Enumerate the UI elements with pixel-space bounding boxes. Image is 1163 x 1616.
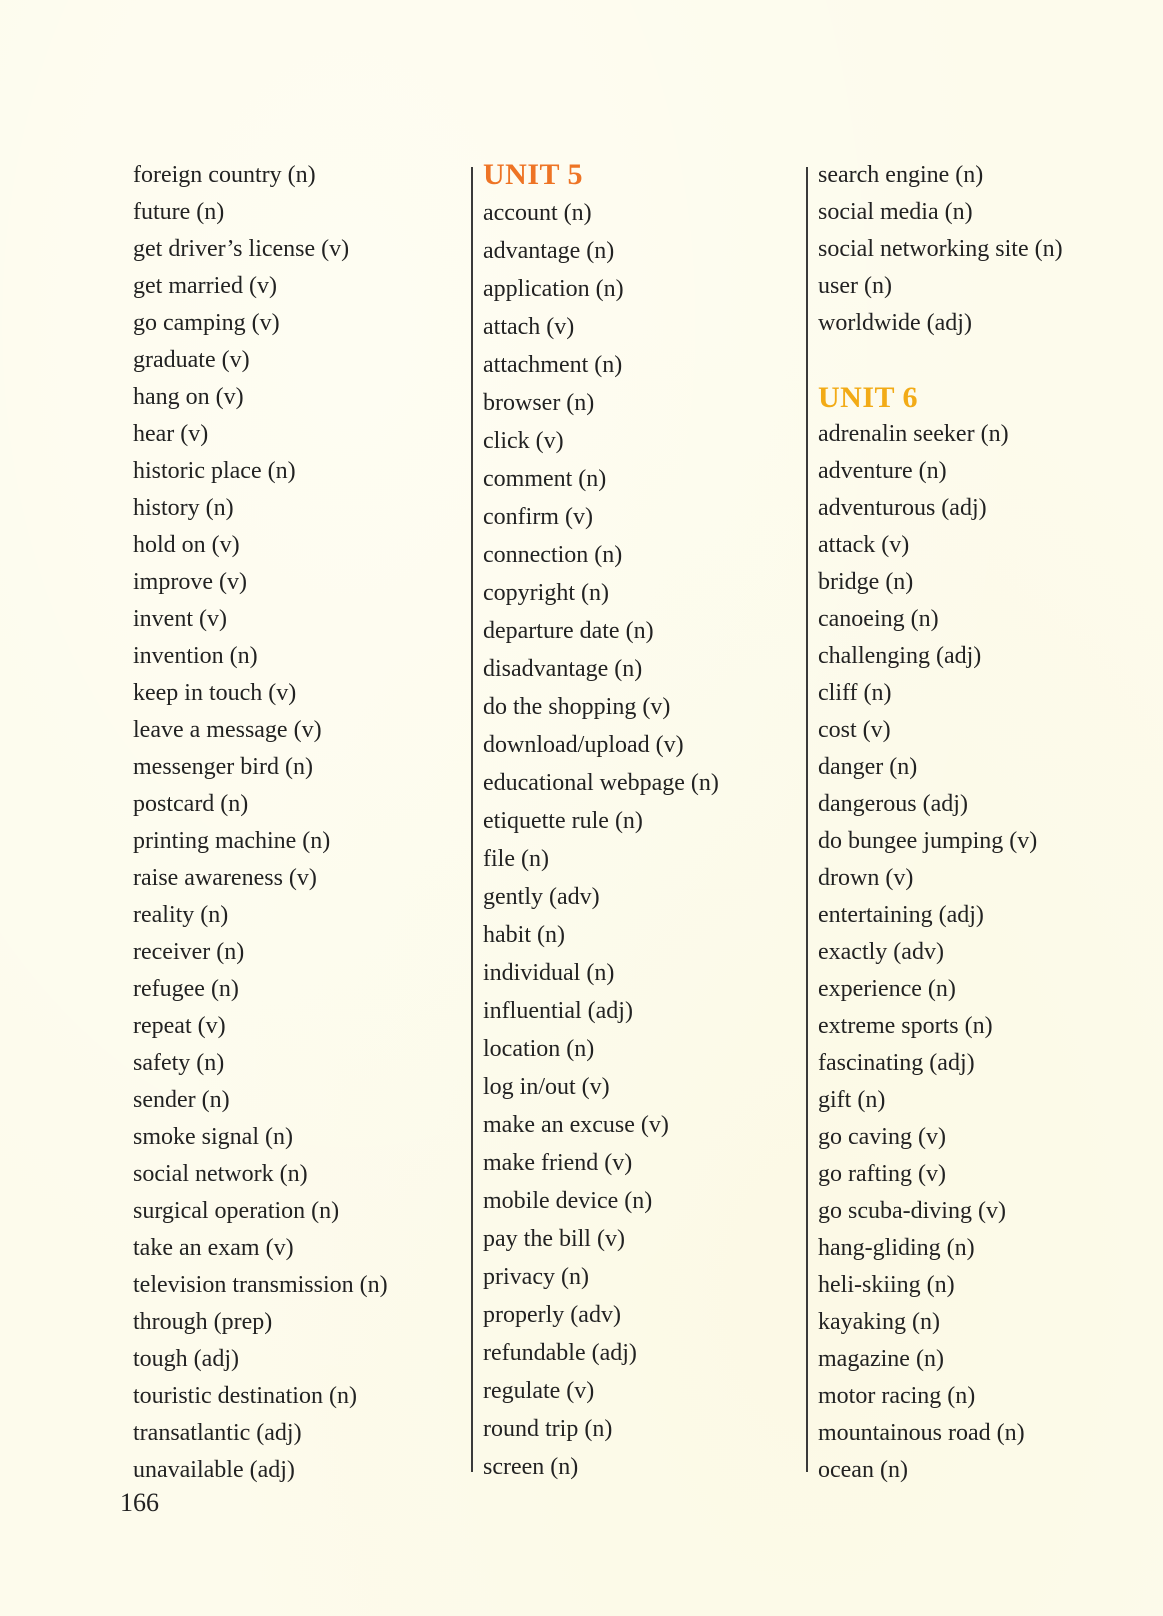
unit-header: UNIT 5 (483, 158, 583, 191)
word-entry: departure date (n) (483, 618, 654, 644)
word-entry: take an exam (v) (133, 1235, 294, 1261)
word-entry: invent (v) (133, 606, 227, 632)
word-entry: television transmission (n) (133, 1272, 388, 1298)
word-entry: go camping (v) (133, 310, 280, 336)
unit-header: UNIT 6 (818, 381, 918, 414)
word-entry: improve (v) (133, 569, 247, 595)
word-entry: historic place (n) (133, 458, 296, 484)
word-entry: refugee (n) (133, 976, 239, 1002)
word-entry: log in/out (v) (483, 1074, 610, 1100)
word-entry: confirm (v) (483, 504, 593, 530)
word-entry: cliff (n) (818, 680, 892, 706)
page-number: 166 (120, 1488, 159, 1517)
word-entry: refundable (adj) (483, 1340, 637, 1366)
word-entry: magazine (n) (818, 1346, 944, 1372)
word-entry: invention (n) (133, 643, 258, 669)
word-entry: hang on (v) (133, 384, 244, 410)
word-entry: round trip (n) (483, 1416, 613, 1442)
word-entry: get driver’s license (v) (133, 236, 350, 262)
word-entry: sender (n) (133, 1087, 230, 1113)
word-entry: hold on (v) (133, 532, 240, 558)
word-entry: regulate (v) (483, 1378, 595, 1404)
word-entry: download/upload (v) (483, 732, 684, 758)
word-entry: hang-gliding (n) (818, 1235, 975, 1261)
word-entry: make an excuse (v) (483, 1112, 669, 1138)
word-entry: heli-skiing (n) (818, 1272, 955, 1298)
word-entry: attachment (n) (483, 352, 623, 378)
word-entry: individual (n) (483, 960, 615, 986)
word-entry: safety (n) (133, 1050, 225, 1076)
word-entry: attach (v) (483, 314, 575, 340)
word-entry: screen (n) (483, 1454, 579, 1480)
word-entry: go rafting (v) (818, 1161, 946, 1187)
word-entry: dangerous (adj) (818, 791, 968, 817)
word-entry: privacy (n) (483, 1264, 589, 1290)
word-entry: motor racing (n) (818, 1383, 976, 1409)
word-entry: printing machine (n) (133, 828, 331, 854)
word-entry: danger (n) (818, 754, 918, 780)
word-entry: location (n) (483, 1036, 595, 1062)
word-entry: graduate (v) (133, 347, 250, 373)
word-entry: future (n) (133, 199, 225, 225)
word-entry: cost (v) (818, 717, 891, 743)
word-entry: application (n) (483, 276, 624, 302)
word-entry: reality (n) (133, 902, 229, 928)
word-entry: user (n) (818, 273, 892, 299)
word-entry: keep in touch (v) (133, 680, 297, 706)
word-entry: smoke signal (n) (133, 1124, 293, 1150)
word-entry: foreign country (n) (133, 162, 316, 188)
word-entry: educational webpage (n) (483, 770, 719, 796)
word-entry: canoeing (n) (818, 606, 939, 632)
word-entry: history (n) (133, 495, 234, 521)
word-entry: experience (n) (818, 976, 956, 1002)
word-entry: adventurous (adj) (818, 495, 987, 521)
word-entry: ocean (n) (818, 1457, 908, 1483)
word-entry: habit (n) (483, 922, 565, 948)
column-divider (806, 167, 808, 1472)
wordlist-column-1 (133, 157, 388, 1489)
word-entry: exactly (adv) (818, 939, 944, 965)
word-entry: go scuba-diving (v) (818, 1198, 1006, 1224)
word-entry: challenging (adj) (818, 643, 982, 669)
word-entry: surgical operation (n) (133, 1198, 340, 1224)
word-entry: bridge (n) (818, 569, 914, 595)
word-entry: attack (v) (818, 532, 910, 558)
word-entry: kayaking (n) (818, 1309, 940, 1335)
word-entry: search engine (n) (818, 162, 984, 188)
word-entry: gift (n) (818, 1087, 886, 1113)
word-entry: repeat (v) (133, 1013, 226, 1039)
word-entry: hear (v) (133, 421, 209, 447)
word-entry: touristic destination (n) (133, 1383, 357, 1409)
spacer-row (818, 342, 1063, 379)
word-entry: fascinating (adj) (818, 1050, 975, 1076)
word-entry: transatlantic (adj) (133, 1420, 302, 1446)
word-entry: tough (adj) (133, 1346, 239, 1372)
column-divider (471, 167, 473, 1472)
word-entry: file (n) (483, 846, 549, 872)
word-entry: unavailable (adj) (133, 1457, 295, 1483)
wordlist-column-2 (483, 156, 719, 1486)
word-entry: receiver (n) (133, 939, 245, 965)
word-entry: raise awareness (v) (133, 865, 317, 891)
word-entry: through (prep) (133, 1309, 273, 1335)
word-entry: go caving (v) (818, 1124, 946, 1150)
word-entry: account (n) (483, 200, 592, 226)
word-entry: disadvantage (n) (483, 656, 643, 682)
word-entry: drown (v) (818, 865, 914, 891)
word-entry: advantage (n) (483, 238, 615, 264)
word-entry: pay the bill (v) (483, 1226, 625, 1252)
word-entry: social media (n) (818, 199, 973, 225)
wordlist-column-3 (818, 157, 1063, 1489)
word-entry: adventure (n) (818, 458, 947, 484)
word-entry: connection (n) (483, 542, 623, 568)
word-entry: adrenalin seeker (n) (818, 421, 1009, 447)
word-entry: browser (n) (483, 390, 595, 416)
word-entry: messenger bird (n) (133, 754, 313, 780)
word-entry: postcard (n) (133, 791, 249, 817)
word-entry: social networking site (n) (818, 236, 1063, 262)
word-entry: mountainous road (n) (818, 1420, 1025, 1446)
word-entry: extreme sports (n) (818, 1013, 993, 1039)
word-entry: entertaining (adj) (818, 902, 984, 928)
word-entry: leave a message (v) (133, 717, 322, 743)
word-entry: do the shopping (v) (483, 694, 671, 720)
word-entry: copyright (n) (483, 580, 609, 606)
word-entry: gently (adv) (483, 884, 600, 910)
word-entry: social network (n) (133, 1161, 308, 1187)
word-entry: etiquette rule (n) (483, 808, 643, 834)
word-entry: mobile device (n) (483, 1188, 653, 1214)
word-entry: properly (adv) (483, 1302, 621, 1328)
word-entry: make friend (v) (483, 1150, 633, 1176)
word-entry: get married (v) (133, 273, 277, 299)
word-entry: influential (adj) (483, 998, 633, 1024)
word-entry: worldwide (adj) (818, 310, 972, 336)
word-entry: do bungee jumping (v) (818, 828, 1038, 854)
word-entry: click (v) (483, 428, 564, 454)
word-entry: comment (n) (483, 466, 607, 492)
